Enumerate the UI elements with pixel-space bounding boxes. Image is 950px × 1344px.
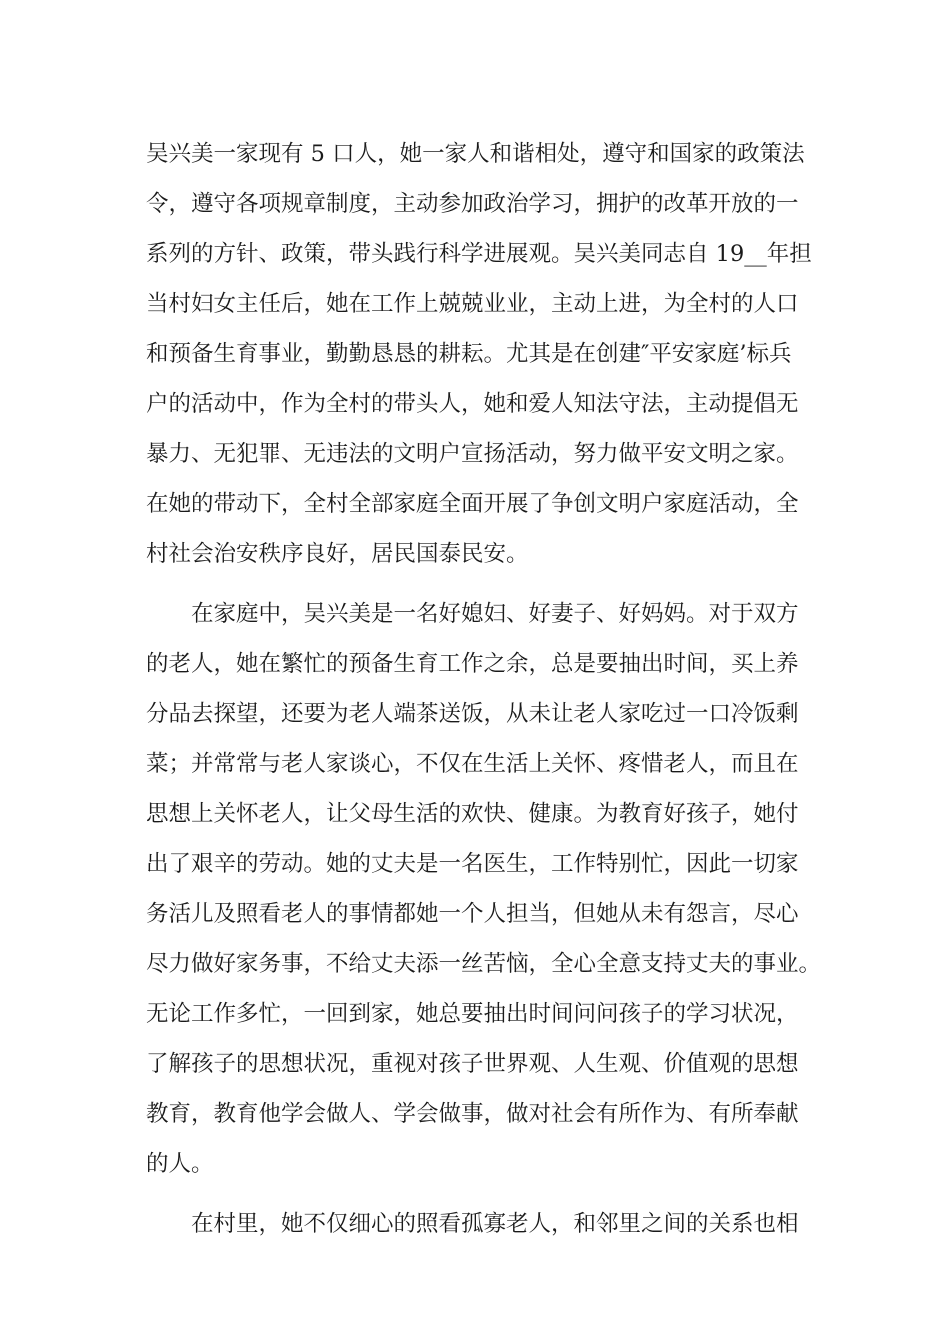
text-line: 在村里，她不仅细心的照看孤寡老人，和邻里之间的关系也相 (146, 1211, 799, 1237)
text-line: 出了艰辛的劳动。她的丈夫是一名医生，工作特别忙，因此一切家 (146, 851, 799, 877)
text-line: 在家庭中，吴兴美是一名好媳妇、好妻子、好妈妈。对于双方 (146, 601, 799, 627)
document-body (146, 129, 826, 1249)
paragraph-3 (146, 1199, 826, 1249)
text-line: 分品去探望，还要为老人端茶送饭，从未让老人家吃过一口冷饭剩 (146, 701, 799, 727)
text-line: 和预备生育事业，勤勤恳恳的耕耘。尤其是在创建″平安家庭’标兵 (146, 341, 792, 367)
paragraph-spacer (146, 1189, 826, 1199)
text-line: 在她的带动下，全村全部家庭全面开展了争创文明户家庭活动，全 (146, 491, 799, 517)
text-line: 户的活动中，作为全村的带头人，她和爱人知法守法，主动提倡无 (146, 391, 799, 417)
paragraph-spacer (146, 579, 826, 589)
text-line: 务活儿及照看老人的事情都她一个人担当，但她从未有怨言，尽心 (146, 901, 799, 927)
text-line: 了解孩子的思想状况，重视对孩子世界观、人生观、价值观的思想 (146, 1051, 799, 1077)
paragraph-2 (146, 589, 826, 1189)
text-line: 思想上关怀老人，让父母生活的欢快、健康。为教育好孩子，她付 (146, 801, 799, 827)
text-line: 系列的方针、政策，带头践行科学进展观。吴兴美同志自 19__年担 (146, 241, 812, 267)
text-line: 的老人，她在繁忙的预备生育工作之余，总是要抽出时间，买上养 (146, 651, 799, 677)
text-line: 无论工作多忙，一回到家，她总要抽出时间问问孩子的学习状况， (146, 1001, 799, 1027)
text-line: 吴兴美一家现有 5 口人，她一家人和谐相处，遵守和国家的政策法 (146, 141, 805, 167)
text-line: 的人。 (146, 1151, 214, 1177)
text-line: 教育，教育他学会做人、学会做事，做对社会有所作为、有所奉献 (146, 1101, 799, 1127)
text-line: 暴力、无犯罪、无违法的文明户宣扬活动，努力做平安文明之家。 (146, 441, 799, 467)
paragraph-1 (146, 129, 826, 579)
text-line: 当村妇女主任后，她在工作上兢兢业业，主动上进，为全村的人口 (146, 291, 799, 317)
text-line: 尽力做好家务事，不给丈夫添一丝苦恼，全心全意支持丈夫的事业。 (146, 951, 822, 977)
text-line: 菜；并常常与老人家谈心，不仅在生活上关怀、疼惜老人，而且在 (146, 751, 799, 777)
text-line: 令，遵守各项规章制度，主动参加政治学习，拥护的改革开放的一 (146, 191, 799, 217)
text-line: 村社会治安秩序良好，居民国泰民安。 (146, 541, 529, 567)
